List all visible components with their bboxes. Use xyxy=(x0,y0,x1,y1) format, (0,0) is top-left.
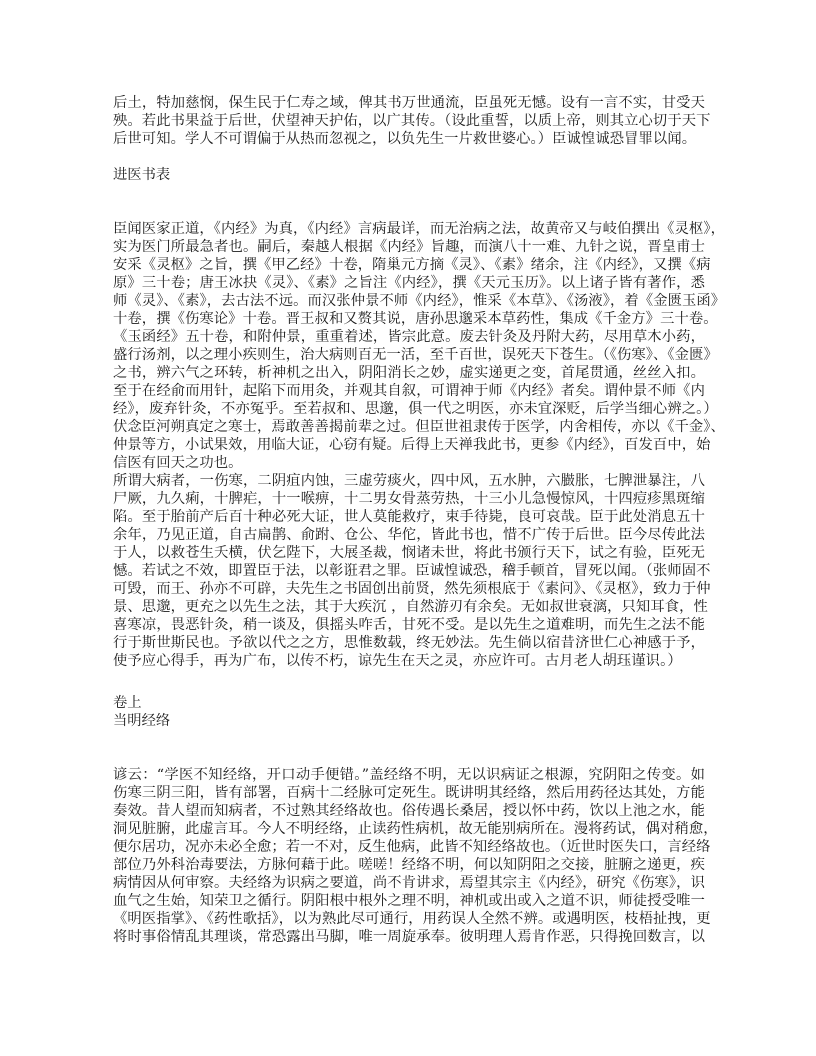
text-line: 便尔居功，况亦未必全愈；若一不对，反生他病，此皆不知经络故也。（近世时医失口，言经络 xyxy=(113,839,711,855)
text-line: 病情因从何审察。夫经络为识病之要道，尚不肯讲求，焉望其宗主《内经》，研究《伤寒》，识 xyxy=(113,875,705,891)
text-line: 臣闻医家正道，《内经》为真，《内经》言病最详，而无治病之法，故黄帝又与岐伯撰出《灵枢》， xyxy=(113,221,726,237)
memorial-paragraph-1 xyxy=(113,220,726,472)
text-line: 行于斯世斯民也。予欲以代之之方，思惟数载，终无妙法。先生倘以宿昔济世仁心神感于予， xyxy=(113,635,705,651)
text-line: 实为医门所最急者也。嗣后，秦越人根据《内经》旨趣，而演八十一难、九针之说，晋皇甫士 xyxy=(113,239,705,255)
text-line: 血气之生始，知荣卫之循行。阴阳根中根外之理不明，神机或出或入之道不识，师徒授受唯一 xyxy=(113,893,705,909)
text-line: 喜寒凉，畏恶针灸，稍一谈及，俱摇头咋舌，甘死不受。是以先生之道难明，而先生之法不能 xyxy=(113,617,705,633)
chapter-paragraph-1 xyxy=(113,766,718,946)
text-line: 景、思邈，更充之以先生之法，其于大疾沉 ，自然游刃有余矣。无如叔世衰漓，只知耳食，性 xyxy=(113,599,708,615)
text-line: 于人，以救苍生夭横，伏乞陛下，大展圣裁，悯诸未世，将此书颁行天下，试之有验，臣死无 xyxy=(113,545,705,561)
text-line: 《玉函经》五十卷，和附仲景，重重着述，皆宗此意。废去针灸及丹附大药，尽用草木小药， xyxy=(113,329,705,345)
text-line: 部位乃外科治毒要法，方脉何藉于此。嗟嗟！经络不明，何以知阴阳之交接，脏腑之递更，疾 xyxy=(113,857,705,873)
text-line: 殃。若此书果益于后世，伏望神天护佑，以广其传。（设此重誓，以质上帝，则其立心切于天下 xyxy=(113,113,711,129)
text-line: 谚云：“学医不知经络，开口动手便错。”盖经络不明，无以识病证之根源，究阴阳之传变。如 xyxy=(113,767,705,783)
text-line: 余年，乃见正道，自古扁鹊、俞跗、仓公、华佗，皆此书也，惜不广传于后世。臣今尽传此法 xyxy=(113,527,705,543)
text-line: 经》，废弃针灸，不亦冤乎。至若叔和、思邈，俱一代之明医，亦未宜深贬，后学当细心辨之。） xyxy=(113,401,718,417)
text-line: 奏效。昔人望而知病者，不过熟其经络故也。俗传遇长桑居，授以怀中药，饮以上池之水，能 xyxy=(113,803,705,819)
text-line: 至于在经俞而用针，起陷下而用灸，并观其自叙，可谓神于师《内经》者矣。谓仲景不师《内 xyxy=(113,383,705,399)
text-line: 伏念臣河朔真定之寒士，焉敢善善揭前辈之过。但臣世祖隶传于医学，内舍相传，亦以《千金》、 xyxy=(113,419,725,435)
text-line: 十卷，撰《伤寒论》十卷。晋王叔和又赘其说，唐孙思邈采本草药性，集成《千金方》三十卷。 xyxy=(113,311,718,327)
text-line: 憾。若试之不效，即置臣于法，以彰诳君之罪。臣诚惶诚恐，稽手顿首，冒死以闻。（张师固不 xyxy=(113,563,711,579)
text-line: 《明医指掌》、《药性歌括》，以为熟此尽可通行，用药误人全然不辨。或遇明医，枝梧扯拽，更 xyxy=(113,911,711,927)
text-line: 后世可知。学人不可谓偏于从热而忽视之，以负先生一片救世婆心。）臣诚惶诚恐冒罪以闻。 xyxy=(113,131,697,147)
text-line: 使予应心得手，再为广布，以传不朽，谅先生在天之灵，亦应许可。古月老人胡珏谨识。） xyxy=(113,653,682,669)
text-line: 可毁，而王、孙亦不可辟，夫先生之书固创出前贤，然先须根底于《素问》、《灵枢》，致力于仲 xyxy=(113,581,711,597)
memorial-paragraph-2 xyxy=(113,472,711,670)
text-line: 将时事俗情乱其理谈，常恐露出马脚，唯一周旋承奉。彼明理人焉肯作恶，只得挽回数言，以 xyxy=(113,929,705,945)
text-line: 仲景等方，小试果效，用临大证，心窃有疑。后得上天禅我此书，更参《内经》，百发百中，始 xyxy=(113,437,711,453)
section-title: 进医书表 xyxy=(113,167,171,183)
closing-paragraph xyxy=(113,94,711,148)
text-line: 后土，特加慈悯，保生民于仁寿之域，俾其书万世通流，臣虽死无憾。设有一言不实，甘受天 xyxy=(113,95,705,111)
text-line: 洞见脏腑，此虚言耳。今人不明经络，止读药性病机，故无能别病所在。漫将药试，偶对稍愈， xyxy=(113,821,718,837)
text-line: 尸厥，九久痢，十脾疟，十一喉痹，十二男女骨蒸劳热，十三小儿急慢惊风，十四痘疹黑斑缩 xyxy=(113,491,705,507)
volume-title: 卷上 xyxy=(113,695,142,711)
text-line: 安采《灵枢》之旨，撰《甲乙经》十卷，隋巢元方摘《灵》、《素》绪余，注《内经》，又撰《病 xyxy=(113,257,711,273)
text-line: 师《灵》、《素》，去古法不远。而汉张仲景不师《内经》，惟采《本草》、《汤液》，着《金匮玉函》 xyxy=(113,293,726,309)
text-line: 盛行汤剂，以之理小疾则生，治大病则百无一活，至千百世，误死天下苍生。（《伤寒》、《金匮》 xyxy=(113,347,718,363)
text-line: 原》三十卷；唐王冰抉《灵》、《素》之旨注《内经》，撰《天元玉历》。以上诸子皆有著作，悉 xyxy=(113,275,705,291)
text-line: 陷。至于胎前产后百十种必死大证，世人莫能救疗，束手待毙，良可哀哉。臣于此处消息五十 xyxy=(113,509,705,525)
text-line: 所谓大病者，一伤寒，二阴疽内蚀，三虚劳痰火，四中风，五水肿，六臌胀，七脾泄暴注，八 xyxy=(113,473,705,489)
chapter-title: 当明经络 xyxy=(113,713,171,729)
text-line: 信医有回天之功也。 xyxy=(113,455,243,471)
text-line: 之书，辨六气之环转，析神机之出入，阴阳消长之妙，虚实递更之变，首尾贯通，丝丝入扣。 xyxy=(113,365,705,381)
text-line: 伤寒三阴三阳，皆有部署，百病十二经脉可定死生。既讲明其经络，然后用药径达其处，方能 xyxy=(113,785,705,801)
